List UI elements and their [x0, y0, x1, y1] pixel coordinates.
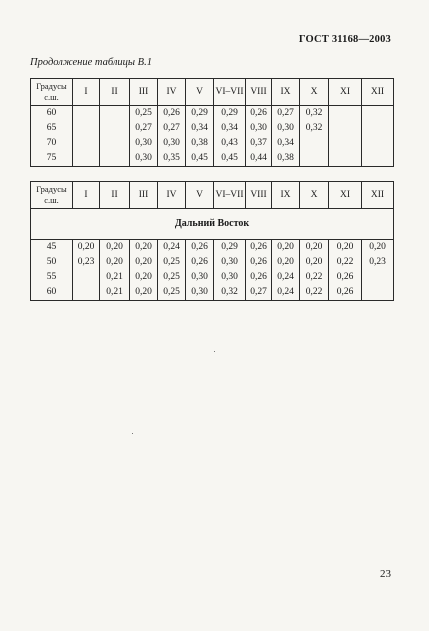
value-cell: 0,30 [214, 255, 246, 270]
value-cell [362, 106, 394, 122]
value-cell [73, 270, 100, 285]
value-cell [300, 151, 329, 167]
scan-speck [132, 433, 133, 434]
value-cell: 0,32 [300, 121, 329, 136]
value-cell: 0,32 [300, 106, 329, 122]
value-cell: 0,30 [186, 270, 214, 285]
value-cell [329, 121, 362, 136]
value-cell: 0,20 [73, 240, 100, 256]
value-cell: 0,26 [158, 106, 186, 122]
column-header-month: XI [329, 182, 362, 209]
latitude-cell: 50 [31, 255, 73, 270]
table-row [31, 106, 394, 122]
value-cell: 0,27 [246, 285, 272, 301]
value-cell [73, 285, 100, 301]
column-header-month: IV [158, 79, 186, 106]
table-2 [30, 181, 394, 301]
value-cell [300, 136, 329, 151]
value-cell: 0,24 [272, 270, 300, 285]
table-row [31, 121, 394, 136]
value-cell: 0,38 [272, 151, 300, 167]
value-cell: 0,38 [186, 136, 214, 151]
value-cell: 0,32 [214, 285, 246, 301]
value-cell: 0,26 [329, 270, 362, 285]
value-cell: 0,21 [100, 270, 130, 285]
latitude-cell: 75 [31, 151, 73, 167]
value-cell: 0,29 [214, 240, 246, 256]
latitude-cell: 60 [31, 285, 73, 301]
value-cell [362, 121, 394, 136]
value-cell: 0,30 [130, 151, 158, 167]
value-cell: 0,20 [130, 255, 158, 270]
value-cell: 0,20 [272, 240, 300, 256]
column-header-month: VIII [246, 182, 272, 209]
value-cell: 0,30 [272, 121, 300, 136]
value-cell [329, 106, 362, 122]
column-header-latitude: Градусы с.ш. [31, 79, 73, 106]
value-cell [362, 136, 394, 151]
value-cell: 0,26 [246, 270, 272, 285]
column-header-month: IX [272, 182, 300, 209]
value-cell [329, 151, 362, 167]
region-label: Дальний Восток [31, 209, 394, 240]
value-cell: 0,25 [158, 285, 186, 301]
column-header-latitude: Градусы с.ш. [31, 182, 73, 209]
value-cell: 0,30 [214, 270, 246, 285]
column-header-month: VI–VII [214, 79, 246, 106]
value-cell: 0,45 [214, 151, 246, 167]
table-2-body [31, 209, 394, 301]
value-cell [73, 136, 100, 151]
value-cell: 0,20 [300, 240, 329, 256]
value-cell: 0,20 [100, 255, 130, 270]
value-cell: 0,30 [186, 285, 214, 301]
value-cell: 0,26 [246, 255, 272, 270]
value-cell: 0,23 [73, 255, 100, 270]
value-cell: 0,30 [246, 121, 272, 136]
value-cell: 0,24 [158, 240, 186, 256]
column-header-month: III [130, 79, 158, 106]
value-cell: 0,20 [300, 255, 329, 270]
column-header-month: XII [362, 182, 394, 209]
value-cell [73, 121, 100, 136]
column-header-month: II [100, 182, 130, 209]
value-cell: 0,25 [158, 270, 186, 285]
value-cell: 0,34 [272, 136, 300, 151]
value-cell: 0,26 [186, 240, 214, 256]
column-header-month: III [130, 182, 158, 209]
column-header-month: XII [362, 79, 394, 106]
table-caption: Продолжение таблицы В.1 [30, 57, 152, 68]
value-cell: 0,34 [186, 121, 214, 136]
column-header-month: V [186, 182, 214, 209]
latitude-cell: 65 [31, 121, 73, 136]
value-cell: 0,20 [329, 240, 362, 256]
value-cell [100, 121, 130, 136]
value-cell [100, 136, 130, 151]
value-cell: 0,22 [329, 255, 362, 270]
column-header-month: I [73, 79, 100, 106]
latitude-cell: 45 [31, 240, 73, 256]
latitude-cell: 60 [31, 106, 73, 122]
column-header-month: I [73, 182, 100, 209]
table-2-header [31, 182, 394, 209]
latitude-cell: 55 [31, 270, 73, 285]
value-cell: 0,45 [186, 151, 214, 167]
value-cell: 0,27 [130, 121, 158, 136]
value-cell: 0,20 [130, 240, 158, 256]
table-1 [30, 78, 394, 167]
value-cell: 0,24 [272, 285, 300, 301]
value-cell: 0,34 [214, 121, 246, 136]
value-cell: 0,21 [100, 285, 130, 301]
value-cell [362, 285, 394, 301]
value-cell: 0,26 [329, 285, 362, 301]
column-header-month: XI [329, 79, 362, 106]
column-header-month: II [100, 79, 130, 106]
table-1-header [31, 79, 394, 106]
value-cell: 0,35 [158, 151, 186, 167]
column-header-month: VIII [246, 79, 272, 106]
scan-speck [214, 351, 215, 352]
table-row [31, 285, 394, 301]
value-cell: 0,26 [186, 255, 214, 270]
value-cell [362, 270, 394, 285]
value-cell: 0,20 [272, 255, 300, 270]
column-header-month: VI–VII [214, 182, 246, 209]
column-header-month: IX [272, 79, 300, 106]
page-header-standard: ГОСТ 31168—2003 [298, 34, 391, 45]
table-1-body [31, 106, 394, 167]
value-cell [100, 151, 130, 167]
column-header-month: X [300, 79, 329, 106]
value-cell: 0,22 [300, 285, 329, 301]
value-cell: 0,29 [214, 106, 246, 122]
latitude-cell: 70 [31, 136, 73, 151]
value-cell: 0,29 [186, 106, 214, 122]
value-cell: 0,26 [246, 240, 272, 256]
value-cell: 0,43 [214, 136, 246, 151]
table-row [31, 136, 394, 151]
value-cell: 0,44 [246, 151, 272, 167]
value-cell: 0,26 [246, 106, 272, 122]
value-cell: 0,25 [130, 106, 158, 122]
table-row [31, 240, 394, 256]
column-header-month: V [186, 79, 214, 106]
value-cell [100, 106, 130, 122]
value-cell: 0,30 [130, 136, 158, 151]
table-row [31, 151, 394, 167]
value-cell: 0,20 [362, 240, 394, 256]
column-header-month: X [300, 182, 329, 209]
value-cell: 0,20 [130, 285, 158, 301]
value-cell: 0,30 [158, 136, 186, 151]
region-row [31, 209, 394, 240]
value-cell: 0,23 [362, 255, 394, 270]
table-row [31, 255, 394, 270]
page-number: 23 [380, 568, 391, 580]
value-cell [73, 106, 100, 122]
value-cell [329, 136, 362, 151]
column-header-month: IV [158, 182, 186, 209]
value-cell [362, 151, 394, 167]
value-cell: 0,20 [100, 240, 130, 256]
value-cell: 0,22 [300, 270, 329, 285]
value-cell: 0,25 [158, 255, 186, 270]
table-row [31, 270, 394, 285]
value-cell: 0,20 [130, 270, 158, 285]
value-cell: 0,27 [158, 121, 186, 136]
value-cell: 0,37 [246, 136, 272, 151]
value-cell: 0,27 [272, 106, 300, 122]
value-cell [73, 151, 100, 167]
